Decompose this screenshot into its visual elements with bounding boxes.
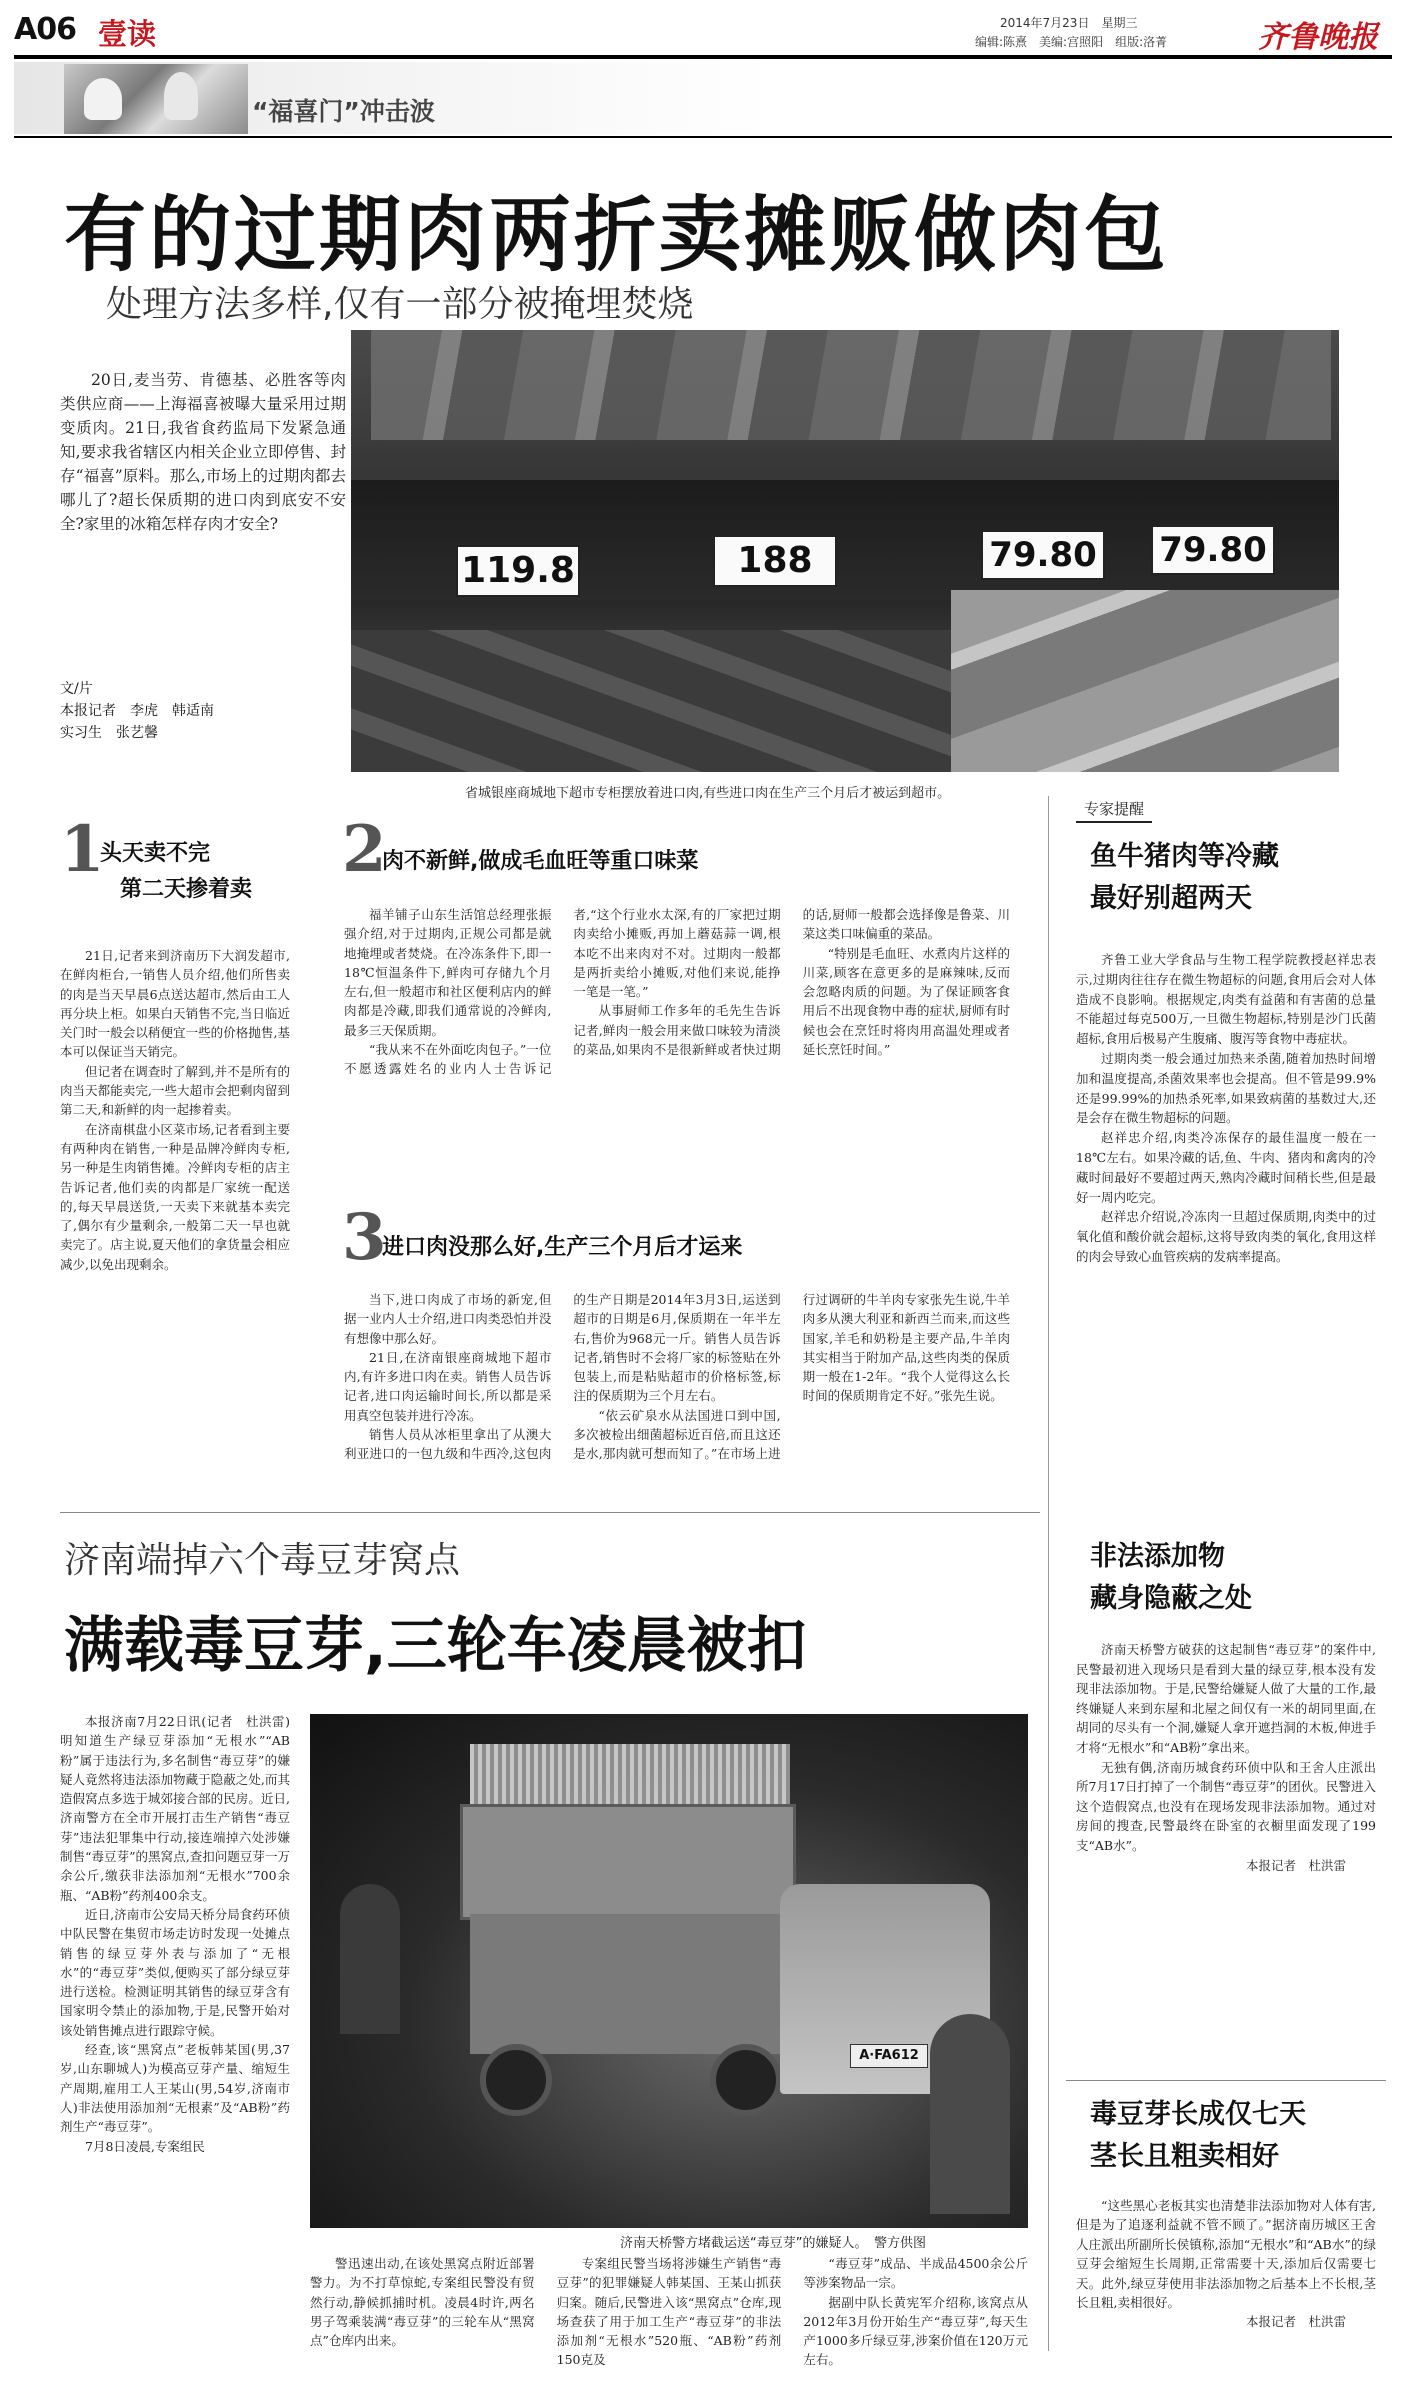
banner-thumbnail [64, 64, 248, 134]
story2-headline: 满载毒豆芽,三轮车凌晨被扣 [64, 1611, 807, 1681]
tricycle-photo [310, 1714, 1028, 2228]
sidebar-divider [1048, 796, 1049, 2351]
meat-counter-photo [351, 330, 1339, 772]
story1-lead: 20日,麦当劳、肯德基、必胜客等肉类供应商——上海福喜被曝大量采用过期变质肉。21日,我省食药监局下发紧急通知,要求我省辖区内相关企业立即停售、封存“福喜”原料。那么,市场上的过期肉都去哪儿了?超长保质期的进口肉到底安不安全?家里的冰箱怎样存肉才安全? [60, 371, 346, 533]
section2-number: 2 [342, 812, 387, 887]
story1-byline [60, 678, 346, 744]
page-number: A06 [14, 12, 76, 47]
story2-kicker: 济南端掉六个毒豆芽窝点 [64, 1540, 461, 1581]
section3-body: 当下,进口肉成了市场的新宠,但据一业内人士介绍,进口肉类恐怕并没有想像中那么好。 21日,在济南银座商城地下超市内,有许多进口肉在卖。销售人员告诉记者,进口肉运输时间长,所以都是采用真空包装并进行冷冻。 销售人员从冰柜里拿出了从澳大利亚进口的一包九级和牛西冷,这包肉的生产日期是2014年3月3日,运送到超市的日期是6月,保质期在一年半左右,售价为968元一斤。销售人员告诉记者,销售时不会将厂家的标签贴在外包装上,而是粘贴超市的价格标签,标注的保质期为三个月左右。 “依云矿泉水从法国进口到中国,多次被检出细菌超标近百倍,而且这还是水,那肉就可想而知了。”在市场上进行过调研的牛羊肉专家张先生说,牛羊肉多从澳大利亚和新西兰而来,而这些国家,羊毛和奶粉是主要产品,牛羊肉其实相当于附加产品,这些肉类的保质期一般在1-2年。“我个人觉得这么长时间的保质期肯定不好。”张先生说。 [344, 1292, 1010, 1462]
section1-body: 21日,记者来到济南历下大润发超市,在鲜肉柜台,一销售人员介绍,他们所售卖的肉是当天早晨6点送达超市,然后由工人再分块上柜。如果白天销售不完,当日临近关门时一般会以稍便宜一些的价格抛售,基本可以保证当天销完。 但记者在调查时了解到,并不是所有的肉当天都能卖完,一些大超市会把剩肉留到第二天,和新鲜的肉一起掺着卖。 在济南棋盘小区菜市场,记者看到主要有两种肉在销售,一种是品牌冷鲜肉专柜,另一种是生肉销售摊。冷鲜肉专柜的店主告诉记者,他们卖的肉都是厂家统一配送的,每天早晨送货,一天卖下来就基本卖完了,偶尔有少量剩余,一般第二天一早也就卖完了。店主说,夏天他们的拿货量会相应减少,以免出现剩余。 [60, 948, 290, 1272]
sidebar2-title-line: 茎长且粗卖相好 [1090, 2141, 1279, 2172]
sidebar2-title-line: 毒豆芽长成仅七天 [1090, 2099, 1306, 2130]
sidebar1-title-line: 藏身隐蔽之处 [1090, 1583, 1252, 1614]
section1-title-line: 第二天掺着卖 [120, 877, 253, 902]
price-tag: 79.80 [1151, 525, 1275, 575]
sidebar2-title [1090, 2094, 1306, 2178]
section2-title: 肉不新鲜,做成毛血旺等重口味菜 [382, 849, 699, 874]
story1-subhead: 处理方法多样,仅有一部分被掩埋焚烧 [106, 284, 694, 325]
sidebar-rule [1066, 2080, 1386, 2081]
expert-tag: 专家提醒 [1076, 796, 1152, 823]
price-tag: 188 [713, 535, 837, 587]
story2-bottom-text: 警迅速出动,在该处黑窝点附近部署警力。为不打草惊蛇,专案组民警没有贸然行动,静候抓捕时机。凌晨4时许,两名男子驾乘装满“毒豆芽”的三轮车从“黑窝点”仓库内出来。 专案组民警当场将涉嫌生产销售“毒豆芽”的犯罪嫌疑人韩某国、王某山抓获归案。随后,民警进入该“黑窝点”仓库,现场查获了用于加工生产“毒豆芽”的非法添加剂“无根水”520瓶、“AB粉”药剂150克及 “毒豆芽”成品、半成品4500余公斤等涉案物品一宗。 据副中队长黄宪军介绍称,该窝点从2012年3月份开始生产“毒豆芽”,每天生产1000多斤绿豆芽,涉案价值在120万元左右。 [310, 2256, 1028, 2368]
story-separator [60, 1512, 1040, 1513]
license-plate: A·FA612 [850, 2044, 928, 2068]
story1-headline: 有的过期肉两折卖摊贩做肉包 [64, 188, 1170, 283]
byline-line: 本报记者 李虎 韩适南 [60, 703, 214, 719]
section-name: 壹读 [98, 17, 157, 51]
story2-col1: 本报济南7月22日讯(记者 杜洪雷) 明知道生产绿豆芽添加“无根水”“AB粉”属于违法行为,多名制售“毒豆芽”的嫌疑人竟然将违法添加物藏于隐蔽之处,而其造假窝点多选于城郊接合部的民房。近日,济南警方在全市开展打击生产销售“毒豆芽”违法犯罪集中行动,接连端掉六处涉嫌制售“毒豆芽”的黑窝点,查扣问题豆芽一万余公斤,缴获非法添加剂“无根水”700余瓶、“AB粉”药剂400余支。 近日,济南市公安局天桥分局食药环侦中队民警在集贸市场走访时发现一处摊点销售的绿豆芽外表与添加了“无根水”的“毒豆芽”类似,便购买了部分绿豆芽进行送检。检测证明其销售的绿豆芽含有国家明令禁止的添加物,于是,民警开始对该处销售摊点进行跟踪守候。 经查,该“黑窝点”老板韩某国(男,37岁,山东聊城人)为模高豆芽产量、缩短生产周期,雇用工人王某山(男,54岁,济南市人)非法使用添加剂“无根素”及“AB粉”药剂生产“毒豆芽”。 7月8日凌晨,专案组民 [60, 1714, 303, 2154]
byline-line: 实习生 张艺馨 [60, 725, 158, 741]
expert-body: 齐鲁工业大学食品与生物工程学院教授赵祥忠表示,过期肉往往存在微生物超标的问题,食用后会对人体造成不良影响。根据规定,肉类有益菌和有害菌的总量不能超过每克500万,一旦微生物超标,特别是沙门氏菌超标,食用后极易产生腹痛、腹泻等食物中毒症状。 过期肉类一般会通过加热来杀菌,随着加热时间增加和温度提高,杀菌效果率也会提高。但不管是99.9%还是99.99%的加热杀死率,如果致病菌的基数过大,还是会存在微生物超标的问题。 赵祥忠介绍,肉类冷冻保存的最佳温度一般在一18℃左右。如果冷藏的话,鱼、牛肉、猪肉和禽肉的冷藏时间最好不要超过两天,熟肉冷藏时间稍长些,但是最好一周内吃完。 赵祥忠介绍说,冷冻肉一旦超过保质期,肉类中的过氧化值和酸价就会超标,这将导致肉类的氧化,食用这样的肉会导致心血管疾病的发病率提高。 [1076, 952, 1376, 1264]
banner-rule [14, 136, 1392, 138]
issue-date: 2014年7月23日 星期三 [1000, 16, 1138, 30]
header-rule [14, 55, 1392, 59]
section1-title [100, 836, 252, 908]
sidebar2-body: “这些黑心老板其实也清楚非法添加物对人体有害,但是为了追逐利益就不管不顾了。”据济南历城区王舍人庄派出所副所长侯镇称,添加“无根水”和“AB水”的绿豆芽会缩短生长周期,正常需要十天,添加后仅需要七天。此外,绿豆芽使用非法添加物之后基本上不长根,茎长且粗,卖相很好。 本报记者 杜洪雷 [1076, 2196, 1376, 2332]
section2-body: 福羊铺子山东生活馆总经理张振强介绍,对于过期肉,正规公司都是就地掩埋或者焚烧。在冷冻条件下,即一18℃恒温条件下,鲜肉可存储九个月左右,但一般超市和社区便利店内的鲜肉都是冷藏,即我们通常说的冷鲜肉,最多三天保质期。 “我从来不在外面吃肉包子。”一位不愿透露姓名的业内人士告诉记者,“这个行业水太深,有的厂家把过期肉卖给小摊贩,再加上蘑菇蒜一调,根本吃不出来肉对不对。过期肉一般都是两折卖给小摊贩,对他们来说,能挣一笔是一笔。” 从事厨师工作多年的毛先生告诉记者,鲜肉一般会用来做口味较为清淡的菜品,如果肉不是很新鲜或者快过期的话,厨师一般都会选择像是鲁菜、川菜这类口味偏重的菜品。 “特别是毛血旺、水煮肉片这样的川菜,顾客在意更多的是麻辣味,反而会忽略肉质的问题。为了保证顾客食用后不出现食物中毒的症状,厨师有时候也会在烹饪时将肉用高温处理或者延长烹饪时间。” [344, 907, 1010, 1077]
sidebar1-byline: 本报记者 杜洪雷 [1245, 1857, 1346, 1873]
price-tag: 119.8 [456, 545, 580, 597]
section1-number: 1 [60, 812, 105, 887]
sidebar1-title [1090, 1536, 1252, 1620]
series-banner-title: “福喜门”冲击波 [252, 97, 435, 126]
section1-title-line: 头天卖不完 [100, 841, 211, 866]
page-credits: 编辑:陈熹 美编:宫照阳 组版:洛菁 [975, 35, 1168, 49]
expert-title [1090, 836, 1279, 920]
sidebar1-title-line: 非法添加物 [1090, 1541, 1225, 1572]
newspaper-logo: 齐鲁晚报 [1258, 20, 1378, 55]
section3-title: 进口肉没那么好,生产三个月后才运来 [382, 1235, 743, 1260]
story2-photo-caption: 济南天桥警方堵截运送“毒豆芽”的嫌疑人。 警方供图 [620, 2236, 926, 2251]
byline-line: 文/片 [60, 681, 93, 697]
expert-title-line: 鱼牛猪肉等冷藏 [1090, 841, 1279, 872]
price-tag: 79.80 [981, 530, 1105, 580]
expert-title-line: 最好别超两天 [1090, 883, 1252, 914]
sidebar1-body: 济南天桥警方破获的这起制售“毒豆芽”的案件中,民警最初进入现场只是看到大量的绿豆芽,根本没有发现非法添加物。于是,民警给嫌疑人做了大量的工作,最终嫌疑人来到东屋和北屋之间仅有一米的胡同里面,在胡同的尽头有一个洞,嫌疑人拿开遮挡洞的木板,伸进手才将“无根水”和“AB粉”拿出来。 无独有偶,济南历城食药环侦中队和王舍人庄派出所7月17日打掉了一个制售“毒豆芽”的团伙。民警进入这个造假窝点,也没有在现场发现非法添加物。通过对房间的搜查,民警最终在卧室的衣橱里面发现了199支“AB水”。 本报记者 杜洪雷 [1076, 1640, 1376, 1875]
section3-number: 3 [342, 1200, 387, 1275]
sidebar2-byline: 本报记者 杜洪雷 [1245, 2314, 1346, 2330]
story1-photo-caption: 省城银座商城地下超市专柜摆放着进口肉,有些进口肉在生产三个月后才被运到超市。 [465, 786, 951, 801]
